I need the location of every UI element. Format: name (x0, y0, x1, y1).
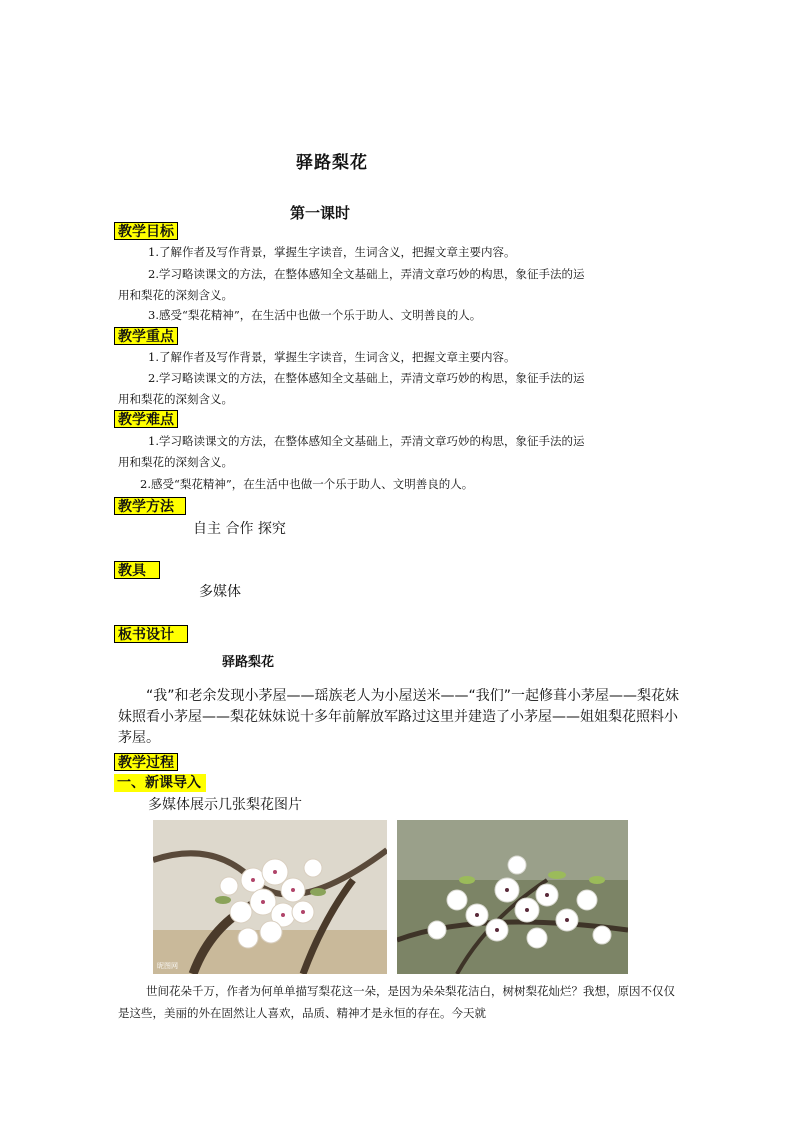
blossom-illustration-1 (153, 820, 387, 974)
methods-content: 自主 合作 探究 (193, 521, 286, 537)
goals-line: 1.了解作者及写作背景，掌握生字读音，生词含义，把握文章主要内容。 (148, 245, 516, 259)
tools-content: 多媒体 (199, 584, 241, 600)
goals-line: 2.学习略读课文的方法，在整体感知全文基础上，弄清文章巧妙的构思，象征手法的运 (148, 267, 585, 281)
goals-line: 用和梨花的深刻含义。 (118, 288, 233, 302)
intro-paragraph: 世间花朵千万，作者为何单单描写梨花这一朵，是因为朵朵梨花洁白，树树梨花灿烂？我想，原因不仅仅是这些，美丽的外在固然让人喜欢，品质、精神才是永恒的存在。今天就 (118, 984, 675, 1020)
key-points-label: 教学重点 (114, 327, 178, 345)
methods-label: 教学方法 (114, 497, 186, 515)
difficulties-line: 2.感受“梨花精神”，在生活中也做一个乐于助人、文明善良的人。 (140, 477, 474, 491)
difficulties-line: 用和梨花的深刻含义。 (118, 455, 233, 469)
key-points-line: 2.学习略读课文的方法，在整体感知全文基础上，弄清文章巧妙的构思，象征手法的运 (148, 371, 585, 385)
step1-label: 一、新课导入 (114, 774, 206, 792)
blossom-illustration-2 (397, 820, 628, 974)
pear-blossom-photo-1 (153, 820, 387, 974)
difficulties-label: 教学难点 (114, 410, 178, 428)
tools-label: 教具 (114, 561, 160, 579)
goals-line: 3.感受“梨花精神”，在生活中也做一个乐于助人、文明善良的人。 (148, 308, 482, 322)
key-points-line: 用和梨花的深刻含义。 (118, 392, 233, 406)
pear-blossom-photo-2 (397, 820, 628, 974)
photo-watermark: 昵图网 (157, 962, 178, 970)
key-points-line: 1.了解作者及写作背景，掌握生字读音，生词含义，把握文章主要内容。 (148, 350, 516, 364)
board-label: 板书设计 (114, 625, 188, 643)
board-content: “我”和老余发现小茅屋——瑶族老人为小屋送米——“我们”一起修葺小茅屋——梨花妹妹照看小茅屋——梨花妹妹说十多年前解放军路过这里并建造了小茅屋——姐姐梨花照料小茅屋。 (118, 688, 680, 746)
lesson-subtitle: 第一课时 (290, 204, 351, 222)
difficulties-line: 1.学习略读课文的方法，在整体感知全文基础上，弄清文章巧妙的构思，象征手法的运 (148, 434, 585, 448)
page-title: 驿路梨花 (296, 153, 368, 173)
step1-text: 多媒体展示几张梨花图片 (148, 797, 302, 813)
process-label: 教学过程 (114, 753, 178, 771)
board-title: 驿路梨花 (222, 655, 275, 670)
goals-label: 教学目标 (114, 222, 178, 240)
